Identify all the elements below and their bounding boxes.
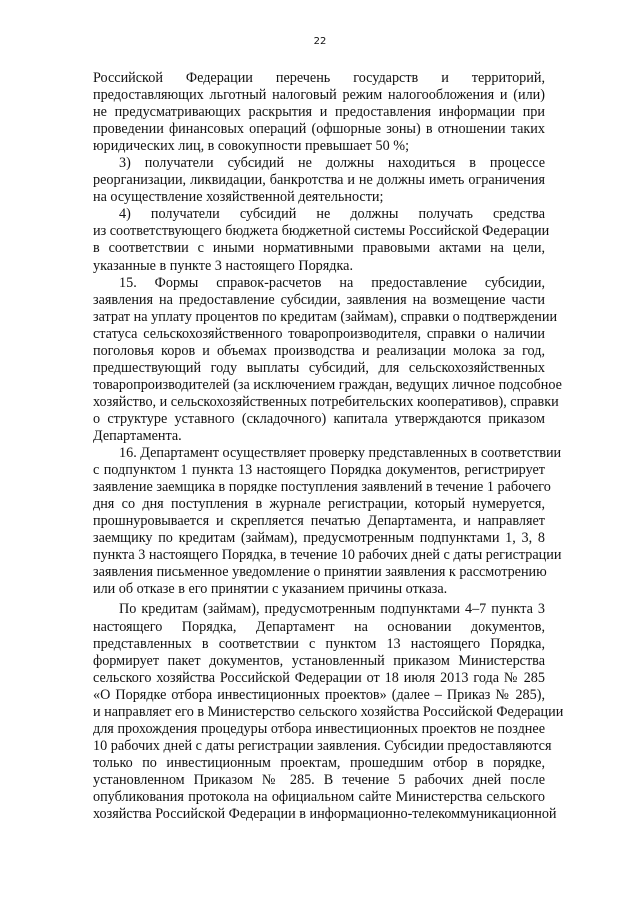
text-line: 3) получатели субсидий не должны находиться в процессе <box>119 155 545 172</box>
document-body <box>93 70 564 823</box>
text-line: предшествующий году выплаты субсидий, для сельскохозяйственных <box>93 359 545 376</box>
text-line: реорганизации, ликвидации, банкротства и не должны иметь ограничения <box>93 172 545 189</box>
text-line: с подпунктом 1 пункта 13 настоящего Порядка документов, регистрирует <box>93 462 545 479</box>
text-line: 4) получатели субсидий не должны получать средства <box>119 206 545 223</box>
text-line: сельского хозяйства Российской Федерации от 18 июля 2013 года № 285 <box>93 669 545 686</box>
text-line: для прохождения процедуры отбора инвестиционных проектов не позднее <box>93 720 545 737</box>
text-line: заявления письменное уведомление о принятии заявления к рассмотрению <box>93 564 547 581</box>
text-line: дня со дня поступления в журнале регистрации, который нумеруется, <box>93 496 545 513</box>
text-line: «О Порядке отбора инвестиционных проектов» (далее – Приказ № 285), <box>93 686 545 703</box>
text-line: и направляет его в Министерство сельского хозяйства Российской Федерации <box>93 703 564 720</box>
text-line: или об отказе в его принятии с указанием причины отказа. <box>93 581 448 598</box>
text-line: хозяйство, и сельскохозяйственных потребительских кооперативов), справки <box>93 393 559 410</box>
text-line: заявление заемщика в порядке поступления заявлений в течение 1 рабочего <box>93 479 551 496</box>
text-line: прошнуровывается и скрепляется печатью Департамента, и направляет <box>93 513 545 530</box>
text-line: По кредитам (займам), предусмотренным подпунктами 4–7 пункта 3 <box>119 601 545 618</box>
text-line: пункта 3 настоящего Порядка, в течение 10 рабочих дней с даты регистрации <box>93 547 562 564</box>
text-line: проведении финансовых операций (офшорные зоны) в отношении таких <box>93 121 545 138</box>
text-line: настоящего Порядка, Департамент на основании документов, <box>93 618 545 635</box>
text-line: заявления на предоставление субсидии, заявления на возмещение части <box>93 291 545 308</box>
text-line: затрат на уплату процентов по кредитам (займам), справки о подтверждении <box>93 308 558 325</box>
text-line: из соответствующего бюджета бюджетной системы Российской Федерации <box>93 223 550 240</box>
text-line: формирует пакет документов, установленный приказом Министерства <box>93 652 545 669</box>
text-line: юридических лиц, в совокупности превышает 50 %; <box>93 138 410 155</box>
text-line: о структуре уставного (складочного) капитала утверждаются приказом <box>93 410 545 427</box>
text-line: Департамента. <box>93 427 182 444</box>
text-line: поголовья коров и объемах производства и реализации молока за год, <box>93 342 545 359</box>
text-line: установленном Приказом № 285. В течение 5 рабочих дней после <box>93 771 545 788</box>
text-line: 15. Формы справок-расчетов на предоставление субсидии, <box>119 274 545 291</box>
text-line: предоставляющих льготный налоговый режим налогообложения и (или) <box>93 87 545 104</box>
text-line: 16. Департамент осуществляет проверку представленных в соответствии <box>119 445 562 462</box>
text-line: представленных в соответствии с пунктом 13 настоящего Порядка, <box>93 635 545 652</box>
text-line: только по инвестиционным проектам, прошедшим отбор в порядке, <box>93 754 545 771</box>
page-number: 22 <box>313 36 327 47</box>
text-line: опубликования протокола на официальном сайте Министерства сельского <box>93 788 545 805</box>
text-line: на осуществление хозяйственной деятельности; <box>93 189 384 206</box>
text-line: хозяйства Российской Федерации в информационно-телекоммуникационной <box>93 806 557 823</box>
text-line: указанные в пункте 3 настоящего Порядка. <box>93 257 354 274</box>
text-line: товаропроизводителей (за исключением граждан, ведущих личное подсобное <box>93 376 562 393</box>
text-line: не предусматривающих раскрытия и предоставления информации при <box>93 104 545 121</box>
text-line: Российской Федерации перечень государств и территорий, <box>93 70 545 86</box>
text-line: в соответствии с иными нормативными правовыми актами на цели, <box>93 240 545 257</box>
text-line: 10 рабочих дней с даты регистрации заявления. Субсидии предоставляются <box>93 737 552 754</box>
text-line: заемщику по кредитам (займам), предусмотренным подпунктами 1, 3, 8 <box>93 530 545 547</box>
text-line: статуса сельскохозяйственного товаропроизводителя, справки о наличии <box>93 325 545 342</box>
